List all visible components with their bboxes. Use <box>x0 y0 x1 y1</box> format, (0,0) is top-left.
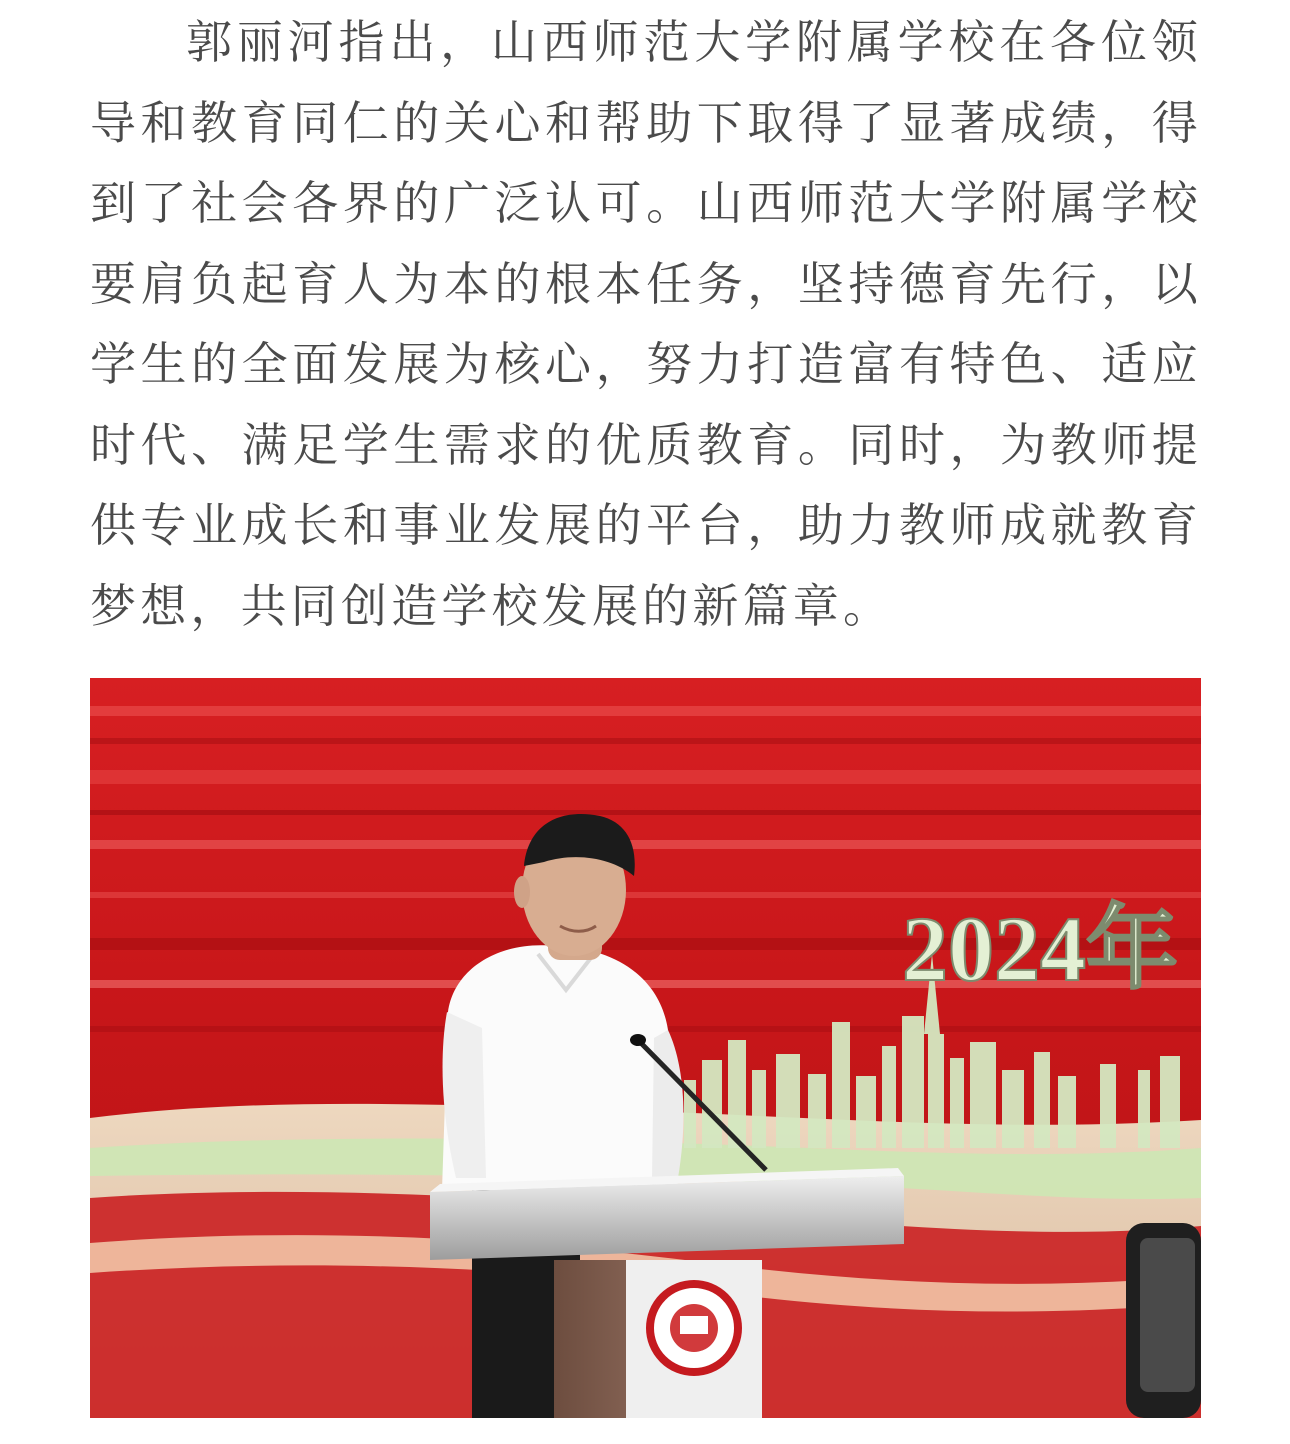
screen-year-text: 2024年 <box>902 898 1178 1000</box>
bottom-spacer <box>0 1418 1290 1444</box>
article-paragraph: 郭丽河指出，山西师范大学附属学校在各位领导和教育同仁的关心和帮助下取得了显著成绩，得到了社会各界的广泛认可。山西师范大学附属学校要肩负起育人为本的根本任务，坚持德育先行，以学生的全面发展为核心，努力打造富有特色、适应时代、满足学生需求的优质教育。同时，为教师提供专业成长和事业发展的平台，助力教师成就教育梦想，共同创造学校发展的新篇章。 <box>90 15 1202 633</box>
speaker-photo <box>90 678 1201 1418</box>
chair <box>1126 1223 1201 1418</box>
speaker-photo-illustration <box>90 678 1201 1418</box>
screen-year-banner <box>902 898 1178 1000</box>
article-body <box>90 0 1202 644</box>
